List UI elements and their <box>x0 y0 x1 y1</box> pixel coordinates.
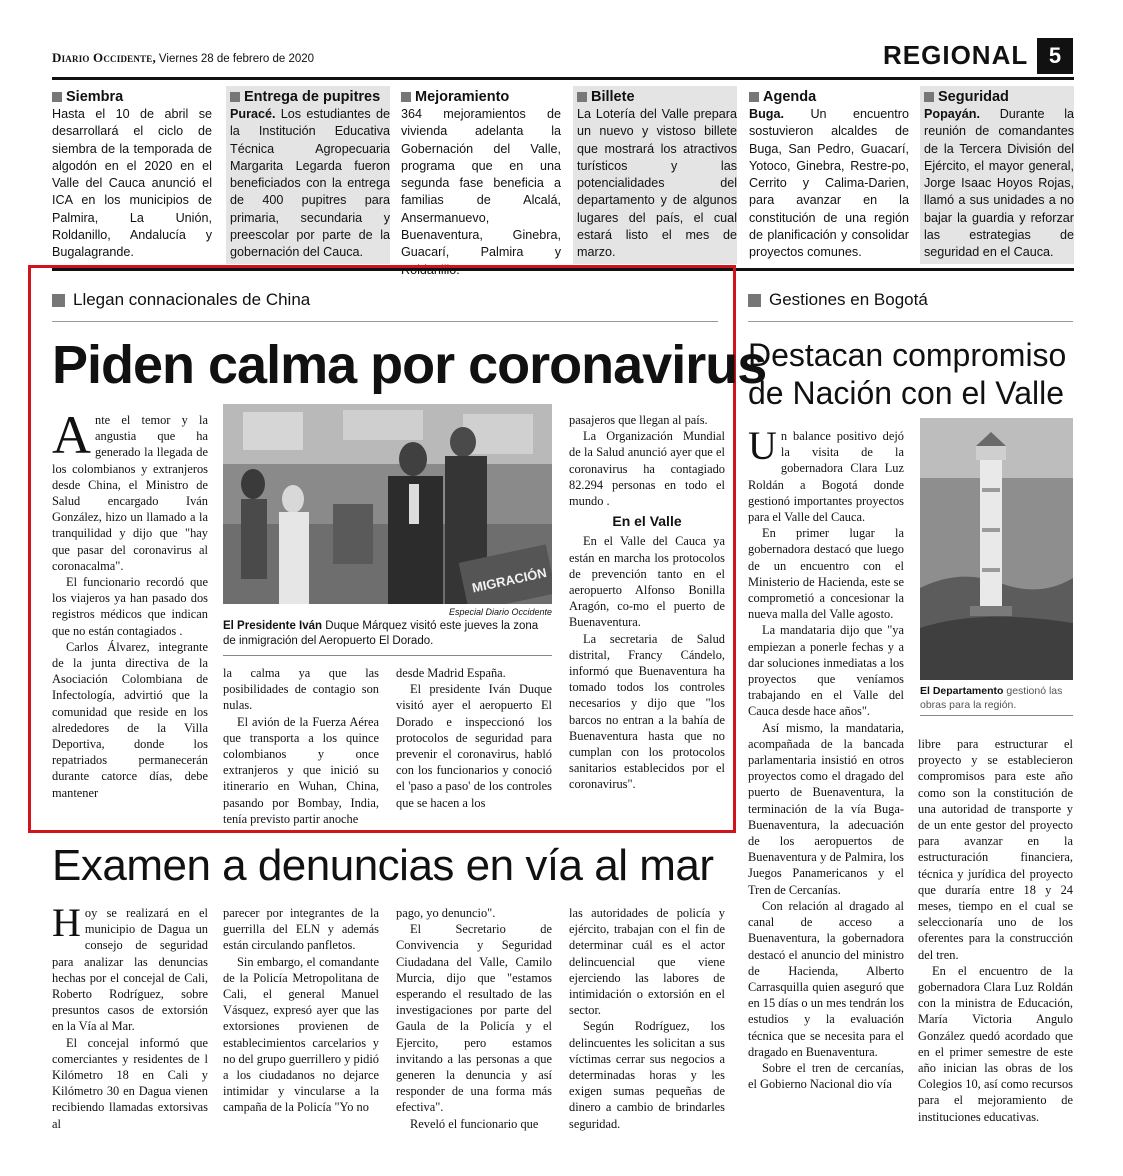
story1-col2 <box>223 665 379 827</box>
kicker-rule <box>52 321 718 322</box>
page-number: 5 <box>1037 38 1073 74</box>
brief-text: La Lotería del Valle prepara un nuevo y vistoso billete que mostrará los atractivos turísticos y las potencialidades del departamento y de algunos lugares del país, el cual estará listo el mes de marzo. <box>577 107 737 260</box>
kicker-text: Gestiones en Bogotá <box>769 290 928 309</box>
brief-text: Los estudiantes de la Institución Educativa Técnica Agropecuaria Margarita Legarda fueron beneficiados con la entrega de 400 pupitres para primaria, secundaria y preescolar por parte de la gobernación del Cauca. <box>230 107 390 260</box>
brief-text: Hasta el 10 de abril se desarrollará el ciclo de siembra de la temporada de algodón en el 2020 en el Valle del Cauca anunció el ICA en los municipios de Palmira, La Unión, Roldanillo, Andalucía y Bugalagrande. <box>52 107 212 260</box>
paragraph: Sin embargo, el comandante de la Policía Metropolitana de Cali, el general Manuel Vásquez, expresó ayer que las extorsiones provienen de establecimientos carcelarios y no del grupo guerrillero y pidió a los ciudadanos no dejarce intimidar y vincularse a la campaña de la Policía "Yo no <box>223 954 379 1115</box>
paragraph: las autoridades de policía y ejército, trabajan con el fin de determinar cuál es el actor delincuencial que viene ejerciendo las labores de intimidación o extorsión en el sector. <box>569 906 725 1018</box>
story3-col2 <box>223 905 379 1116</box>
caption-rule <box>223 655 552 656</box>
square-bullet-icon <box>401 92 411 102</box>
paragraph: la calma ya que las posibilidades de contagio son nulas. <box>223 666 379 713</box>
story3-col4 <box>569 905 725 1132</box>
story2-kicker <box>748 290 928 310</box>
square-bullet-icon <box>52 92 62 102</box>
story1-kicker <box>52 290 310 310</box>
paragraph: La secretaria de Salud distrital, Francy Cándelo, informó que Buenaventura ha tomado todos los controles necesarios y dijo que "los barcos no entran a la bahía de Buenaventura hasta que no cumplan con los protocolos sanitarios establecidos por el coronavirus". <box>569 631 725 792</box>
caption-text: gestionó las obras para la región. <box>920 685 1063 711</box>
story2-col2 <box>918 736 1073 1125</box>
paragraph: Reveló el funcionario que <box>410 1116 539 1131</box>
paragraph: En primer lugar la gobernadora destacó que luego de un encuentro con el Ministerio de Hacienda, este se comprometió a concesionar la nueva malla del Valle agosto. <box>748 526 904 622</box>
brief-title: Agenda <box>763 89 817 105</box>
story3-headline: Examen a denuncias en vía al mar <box>52 841 714 890</box>
top-divider <box>52 77 1074 80</box>
story1-col3 <box>396 665 552 811</box>
brief-pupitres <box>226 86 390 264</box>
paragraph: La mandataria dijo que "ya empiezan a ponerle fechas y a dar soluciones inmediatas a los proyectos que veníamos trabajando en el Valle del Cauca desde hace años". <box>748 623 904 719</box>
caption-lead: El Departamento <box>920 685 1004 697</box>
paragraph: El Secretario de Convivencia y Seguridad Ciudadana del Valle, Camilo Murcia, dijo que "estamos esperando el resultado de las investigaciones por parte del Gaula de la Policía y el Ejercito, pero estamos invitando a las personas a que generen la denuncia y así responder de una forma más efectiva". <box>396 922 552 1115</box>
paragraph: Según Rodríguez, los delincuentes les solicitan a sus víctimas cerrar sus negocios a determinadas horas y les exigen sumas pequeñas de dinero a cambio de brindarles seguridad. <box>569 1019 725 1131</box>
paragraph: El presidente Iván Duque visitó ayer el aeropuerto El Dorado e inspeccionó los protocolos de seguridad para prevenir el coronavirus, habló con los funcionarios y conoció el 'paso a paso' de los controles que se hacen a los <box>396 682 552 810</box>
issue-date: Viernes 28 de febrero de 2020 <box>158 53 315 65</box>
lighthouse-photo <box>920 418 1073 680</box>
migracion-sign: MIGRACIÓN <box>470 564 548 596</box>
paragraph: libre para estructurar el proyecto y se establecieron compromisos para este año como son la constitución de una autoridad de transporte y de un ente gestor del proyecto para avanzar en la estructuración financiera, técnica y jurídica del proyecto que duraría entre 18 y 24 meses, tiempo en el cual se seleccionaría uno de los oferentes para la construcción del tren. <box>918 737 1073 962</box>
brief-billete <box>573 86 737 264</box>
square-bullet-icon <box>577 92 587 102</box>
dropcap: U <box>748 423 777 468</box>
paragraph: nte el temor y la angustia que ha generado la llegada de los colombianos y extranjeros desde China, el Ministro de Salud encargado Iván González, hizo un llamado a la tranquilidad y dijo que "hay que pasar del coronavirus al coronacalma". <box>52 413 208 573</box>
subhead: En el Valle <box>612 513 682 530</box>
brief-title: Seguridad <box>938 89 1009 105</box>
photo-caption <box>920 684 1073 712</box>
brief-text: Un encuentro sostuvieron alcaldes de Buga, San Pedro, Guacarí, Yotoco, Ginebra, Restre-po, Cerrito y Calima-Darien, para avanzar en la constitución de una región de planificación y consolidar proyectos comunes. <box>749 107 909 260</box>
paragraph: pasajeros que llegan al país. <box>569 413 708 427</box>
paragraph: En el Valle del Cauca ya están en marcha los protocolos de prevención tanto en el aeropuerto Alfonso Bonilla Aragón, co-mo el puerto de Buenaventura. <box>569 534 725 630</box>
paragraph: En el encuentro de la gobernadora Clara Luz Roldán con la ministra de Educación, María Victoria Angulo González quedó acordado que en el primer semestre de este año inician las obras de los Colegios 10, así como recursos para el mejoramiento de instituciones educativas. <box>918 963 1073 1124</box>
brief-lead: Popayán. <box>924 107 980 121</box>
paragraph: parecer por integrantes de la guerrilla del ELN y además están circulando panfletos. <box>223 906 379 953</box>
square-bullet-icon <box>749 92 759 102</box>
story2-headline: Destacan compromiso de Nación con el Valle <box>748 337 1067 411</box>
brief-seguridad <box>920 86 1074 264</box>
paragraph: Con relación al dragado al canal de acceso a Buenaventura, la gobernadora destacó el anuncio del ministro de Hacienda, Alberto Carrasquilla quien aseguró que en 15 días o un mes tendrán los estudios y la evaluación técnica que se necesita para el dragado en Buenaventura. <box>748 898 904 1059</box>
square-bullet-icon <box>748 294 761 307</box>
paragraph: El funcionario recordó que los viajeros ya han pasado dos registros médicos que indican que no están contagiados . <box>52 575 208 638</box>
paragraph: El avión de la Fuerza Aérea que transporta a los quince colombianos y once extranjeros y que inició su itinerario en Wuhan, China, pasando por Bombay, India, tenía previsto partir anoche <box>223 714 379 826</box>
brief-title: Entrega de pupitres <box>244 89 381 105</box>
photo-credit: Especial Diario Occidente <box>448 607 552 617</box>
paragraph: Carlos Álvarez, integrante de la junta directiva de la Asociación Colombiana de Infectología, advirtió que la comunidad que reside en los alrededores de la Villa Deportiva, donde los repatriados permanecerán durante catorce días, debe mantener <box>52 639 208 800</box>
story1-col1 <box>52 405 208 801</box>
paragraph: La Organización Mundial de la Salud anunció ayer que el coronavirus ha contagiado 82.294 personas en todo el mundo . <box>569 429 725 509</box>
square-bullet-icon <box>230 92 240 102</box>
brief-title: Billete <box>591 89 635 105</box>
kicker-rule <box>748 321 1073 322</box>
story2-col1 <box>748 423 904 1092</box>
brief-title: Mejoramiento <box>415 89 510 105</box>
airport-photo <box>223 404 552 604</box>
paper-name: Diario Occidente, <box>52 50 156 65</box>
dropcap: H <box>52 900 81 945</box>
brief-agenda <box>749 86 909 264</box>
brief-lead: Puracé. <box>230 107 276 121</box>
story3-col1 <box>52 900 208 1132</box>
brief-text: Durante la reunión de comandantes de la Tercera División del Ejército, el mayor general, Jorge Isaac Hoyos Rojas, llamó a sus unidades a no bajar la guardia y reforzar las estrategias de seguridad en el Cauca. <box>924 107 1075 260</box>
paragraph: Así mismo, la mandataria, acompañada de la bancada parlamentaria insistió en otros proyectos como el dragado del puerto de Buenaventura, la terminación de la vía Buga- Buenaventura, la adecuación de los aeropuertos de Buenaventura y de Palmira, los Juegos Panamericanos y el Tren de Cercanías. <box>748 720 904 897</box>
paragraph: pago, yo denuncio". <box>396 906 496 920</box>
brief-title: Siembra <box>66 89 124 105</box>
square-bullet-icon <box>924 92 934 102</box>
brief-text: 364 mejoramientos de vivienda adelanta la Gobernación del Valle, programa que en una segunda fase beneficia a familias de Alcalá, Ansermanuevo, Buenaventura, Ginebra, Guacarí, Palmira y <box>401 107 561 260</box>
paragraph: desde Madrid España. <box>396 666 506 680</box>
story1-headline: Piden calma por coronavirus <box>52 335 767 395</box>
caption-lead: El Presidente Iván <box>223 620 323 632</box>
paragraph: El concejal informó que comerciantes y residentes de l Kilómetro 18 en Cali y Kilómetro 30 en Dagua vienen recibiendo llamadas extorsivas al <box>52 1035 208 1131</box>
kicker-text: Llegan connacionales de China <box>73 290 311 309</box>
dropcap: A <box>52 405 91 465</box>
brief-mejoramiento <box>401 86 561 264</box>
caption-rule <box>920 715 1073 716</box>
story3-col3 <box>396 905 552 1132</box>
brief-lead: Buga. <box>749 107 784 121</box>
story1-col4 <box>569 412 725 793</box>
paragraph: n balance positivo dejó la visita de la gobernadora Clara Luz Roldán a Bogotá donde gestionó importantes proyectos para el Valle del Cauca. <box>748 429 904 525</box>
square-bullet-icon <box>52 294 65 307</box>
paragraph: oy se realizará en el municipio de Dagua un consejo de seguridad para analizar las denuncias hechas por el concejal de Cali, Roberto Rodríguez, sobre presuntos casos de extorsión en la Vía al Mar. <box>52 906 208 1034</box>
brief-siembra <box>52 86 212 264</box>
masthead <box>52 50 314 66</box>
photo-caption <box>223 619 552 649</box>
caption-text: Duque Márquez visitó este jueves la zona de inmigración del Aeropuerto El Dorado. <box>223 620 539 647</box>
paragraph: Sobre el tren de cercanías, el Gobierno Nacional dio vía <box>748 1060 904 1092</box>
section-title: REGIONAL <box>883 40 1029 70</box>
